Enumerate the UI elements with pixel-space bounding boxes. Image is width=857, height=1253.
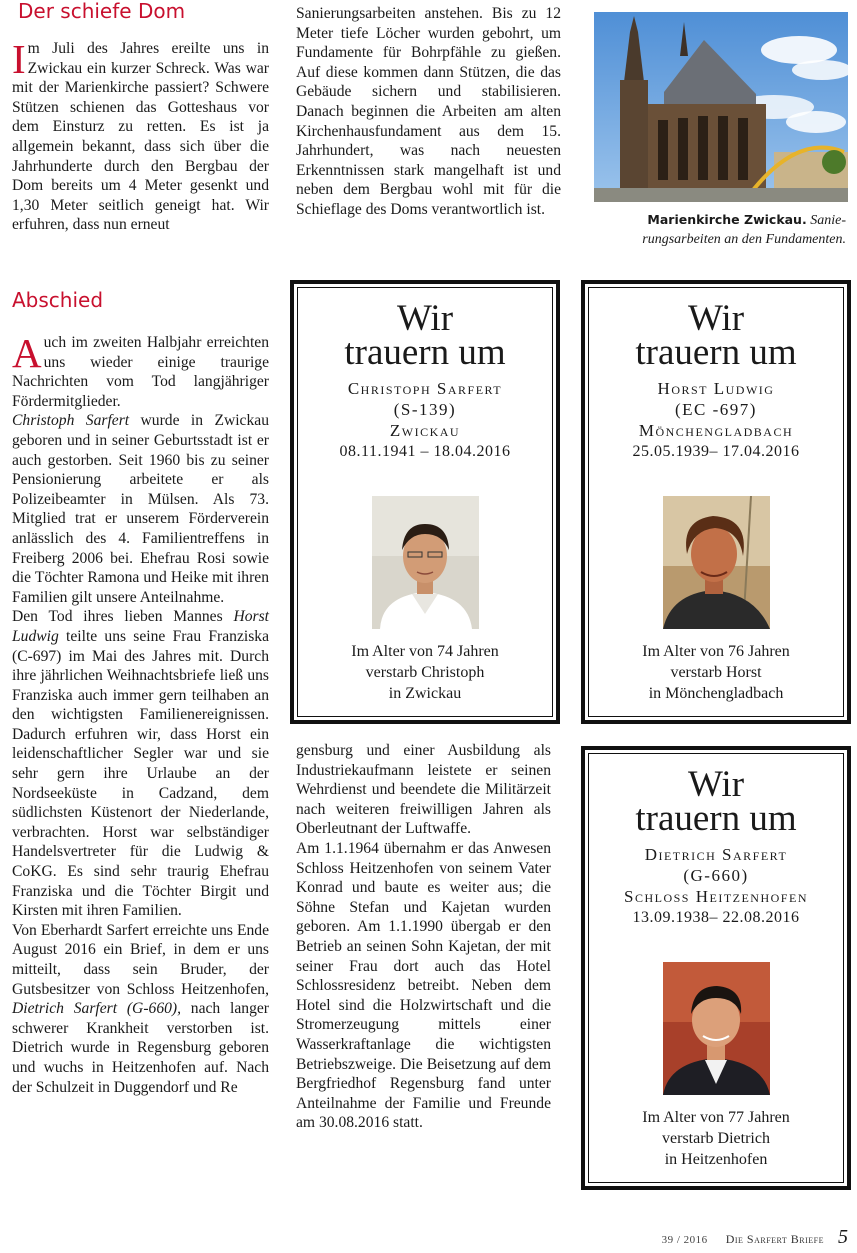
- magazine-title: Die Sarfert Briefe: [725, 1232, 824, 1246]
- drop-cap: A: [12, 330, 42, 376]
- age-line: verstarb Dietrich: [662, 1130, 770, 1147]
- obituary-card-frame: [297, 287, 553, 717]
- article-column-2-top: [296, 4, 561, 220]
- obituary-person: [298, 378, 552, 441]
- issue-number: 39 / 2016: [661, 1234, 708, 1246]
- title-line: trauern um: [635, 798, 797, 839]
- article-paragraph: Am 1.1.1964 übernahm er das Anwesen Schloss Heitzenhofen von seinem Vater Konrad und baute es weiter aus; die Söhne Stefan und Kajetan wurden geboren. Am 1.1.1990 übergab er den Betrieb an seinen Sohn Kajetan, der mit seiner Frau dort auch das Hotel Schlossresidenz betreibt. Neben dem Hotel sind die Holzwirtschaft und die Stromerzeugung mittels einer Wasserkraftanlage die wichtigsten Betriebszweige. Die Beisetzung auf dem Bergfriedhof Regensburg fand unter Anteilnahme der Familie und Freunde am 30.08.2016 statt.: [296, 839, 551, 1132]
- life-dates: 13.09.1938– 22.08.2016: [632, 909, 800, 926]
- caption-text: Sanierungsarbeiten an den Fundamenten.: [642, 213, 846, 247]
- age-line: in Mönchengladbach: [648, 685, 784, 702]
- obituary-person: [589, 378, 843, 441]
- obituary-title: [298, 288, 552, 373]
- portrait-photo: [372, 496, 479, 629]
- marienkirche-photo: [594, 12, 848, 202]
- member-code: (EC -697): [675, 400, 757, 419]
- person-place: Mönchengladbach: [638, 421, 794, 440]
- portrait-photo: [663, 496, 770, 629]
- obituary-card-horst: [581, 280, 851, 724]
- paragraph-text: nach langer schwerer Krankheit verstorben ist. Dietrich wurde in Regensburg geboren und wuchs in Heitzenhofen auf. Nach der Schulzeit in Duggendorf und Re: [12, 1000, 269, 1096]
- paragraph-text: teilte uns seine Frau Franziska (C-697) im Mai des Jahres mit. Durch ihre jährlichen Weihnachtsbriefe ließ uns Franziska auch immer gern teilhaben an den wichtigsten Familienereignissen. Dadurch erfuhren wir, dass Horst ein leidenschaftlicher Segler war und sie sehr gern ihre Urlaube an der Nordseeküste in Cadzand, dem südlichsten Küstenort der Niederlande, verbrachten. Horst war selbständiger Handelsvertreter für die Ludwig & CoKG. Es sind sehr traurig Ehefrau Franziska und die Töchter Birgit und Kirsten mit ihren Familien.: [12, 627, 269, 920]
- obituary-card-dietrich: [581, 746, 851, 1190]
- member-code: (S-139): [393, 400, 457, 419]
- age-line: verstarb Christoph: [365, 664, 485, 681]
- obituary-card-christoph: [290, 280, 560, 724]
- title-line: trauern um: [635, 332, 797, 373]
- obituary-person: [589, 844, 843, 907]
- person-place: Schloss Heitzenhofen: [624, 887, 808, 906]
- article-column-2-bottom: [296, 741, 551, 1133]
- caption-title: Marienkirche Zwickau.: [647, 212, 807, 227]
- section-heading-abschied: Abschied: [12, 288, 104, 312]
- person-name: Christoph Sarfert: [12, 412, 130, 430]
- title-line: trauern um: [344, 332, 506, 373]
- obituary-age-text: [589, 641, 843, 704]
- person-name: Horst Ludwig: [657, 379, 775, 398]
- paragraph-text: m Juli des Jahres ereilte uns in Zwickau ein kurzer Schreck. Was war mit der Marienkirche passiert? Schwere Stützen schienen das Gotteshaus vor dem Einsturz zu retten. Es ist ja allgemein bekannt, dass sich über die Jahrhunderte durch den Bergbau der Dom bereits um 4 Meter gesenkt und 1,30 Meter seitlich geneigt hat. Wir erfuhren, dass nun erneut: [12, 40, 269, 234]
- section-heading-schiefer-dom: Der schiefe Dom: [18, 0, 186, 23]
- obituary-age-text: [298, 641, 552, 704]
- article-paragraph: [12, 411, 269, 607]
- age-line: in Zwickau: [388, 685, 462, 702]
- life-dates: 08.11.1941 – 18.04.2016: [339, 443, 511, 460]
- paragraph-text: uch im zweiten Halbjahr erreichten uns wieder einige traurige Nachrichten vom Tod langjähriger Fördermitglieder.: [12, 334, 269, 410]
- page-number: 5: [838, 1226, 848, 1248]
- obituary-age-text: [589, 1107, 843, 1170]
- obituary-title: [589, 288, 843, 373]
- age-line: in Heitzenhofen: [664, 1151, 768, 1168]
- obituary-card-frame: [588, 287, 844, 717]
- person-name: Dietrich Sarfert: [644, 845, 788, 864]
- obituary-title: [589, 754, 843, 839]
- page-footer: [600, 1226, 848, 1250]
- paragraph-text: wurde in Zwickau geboren und in seiner Geburtsstadt ist er auch gestorben. Seit 1960 bis zu seiner Pensionierung arbeitete er als Polizeibeamter in Mülsen. Als 73. Mitglied trat er unserem Förderverein anlässlich des 4. Familientreffens in Freiberg 2006 bei. Ehefrau Rosi sowie die Töchter Ramona und Heike mit ihren Familien gilt unsere Anteilnahme.: [12, 412, 269, 606]
- person-place: Zwickau: [389, 421, 461, 440]
- article-paragraph: [12, 607, 269, 921]
- age-line: Im Alter von 77 Jahren: [642, 1109, 790, 1126]
- title-line: Wir: [396, 298, 454, 339]
- title-line: Wir: [687, 298, 745, 339]
- drop-cap: I: [12, 36, 26, 82]
- person-name: Christoph Sarfert: [347, 379, 503, 398]
- age-line: Im Alter von 76 Jahren: [642, 643, 790, 660]
- paragraph-text: Den Tod ihres lieben Mannes: [12, 608, 234, 626]
- life-dates: 25.05.1939– 17.04.2016: [632, 443, 800, 460]
- paragraph-text: Von Eberhardt Sarfert erreichte uns Ende August 2016 ein Brief, in dem er uns mitteilt, dass sein Bruder, der Gutsbesitzer von Schloss Heitzenhofen,: [12, 921, 269, 998]
- photo-caption: [584, 210, 846, 249]
- age-line: Im Alter von 74 Jahren: [351, 643, 499, 660]
- article-column-1-top: [12, 36, 269, 235]
- article-column-1-bottom: [12, 330, 269, 1097]
- article-paragraph: [12, 36, 269, 235]
- title-line: Wir: [687, 764, 745, 805]
- article-paragraph: [12, 921, 269, 1097]
- article-paragraph: gensburg und einer Ausbildung als Industriekaufmann leistete er seinen Wehrdienst und beendete die Militärzeit nach weiteren freiwilligen Jahren als Oberleutnant der Luftwaffe.: [296, 742, 551, 838]
- age-line: verstarb Horst: [670, 664, 762, 681]
- portrait-photo: [663, 962, 770, 1095]
- article-paragraph: [12, 330, 269, 411]
- obituary-card-frame: [588, 753, 844, 1183]
- person-name: Dietrich Sarfert (G-660),: [12, 1000, 181, 1018]
- person-name: Horst Ludwig: [12, 608, 269, 645]
- article-paragraph: Sanierungsarbeiten anstehen. Bis zu 12 Meter tiefe Löcher wurden gebohrt, um Fundamente für Bohrpfähle zu gießen. Auf diese kommen dann Stützen, die das Gebäude sichern und stabilisieren. Danach beginnen die Arbeiten am alten Kirchenhausfundament aus dem 15. Jahrhundert, was nach neuesten Erkenntnissen stark mangelhaft ist und neben dem Bergbau wohl mit für die Schieflage des Doms verantwortlich ist.: [296, 5, 561, 218]
- member-code: (G-660): [683, 866, 749, 885]
